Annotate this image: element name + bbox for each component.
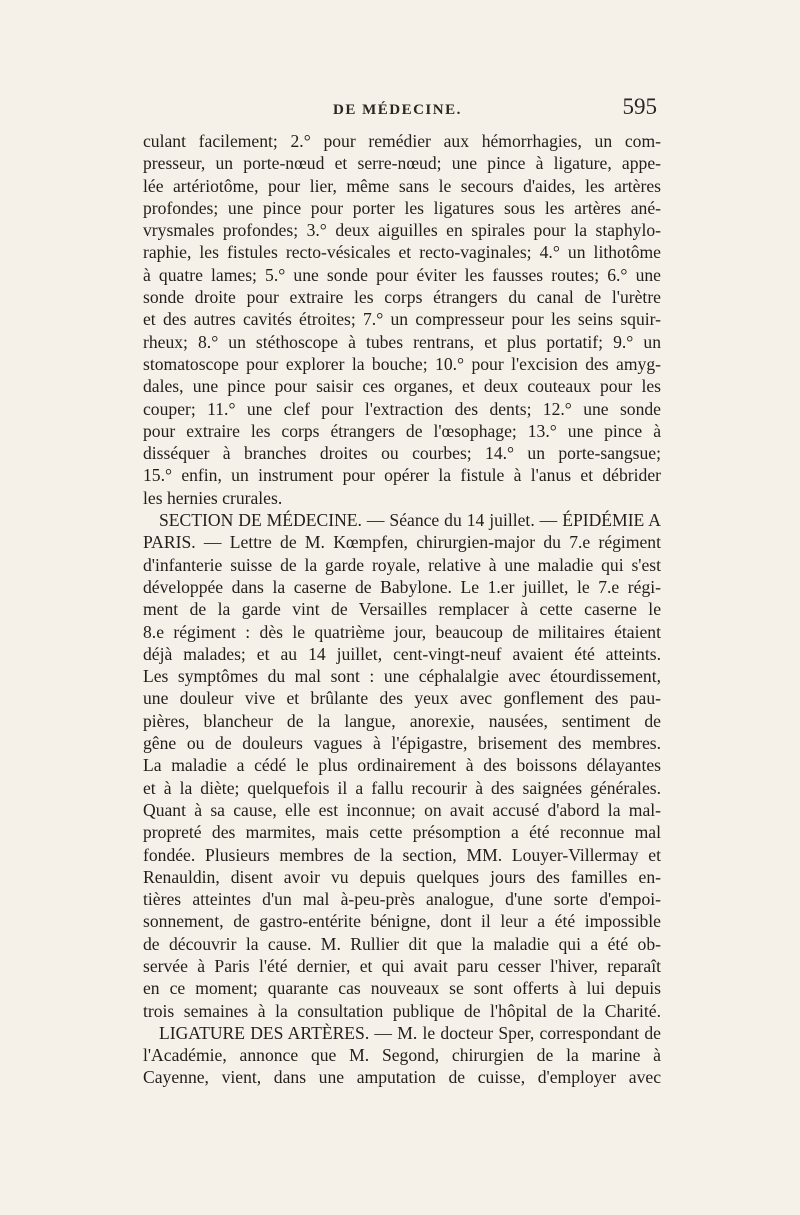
text-line: Quant à sa cause, elle est inconnue; on avait accusé d'abord la mal- <box>143 799 661 820</box>
text-line: une douleur vive et brûlante des yeux avec gonflement des pau- <box>143 688 661 709</box>
text-line: Renauldin, disent avoir vu depuis quelques jours des familles en- <box>143 866 661 887</box>
text-line: PARIS. — Lettre de M. Kœmpfen, chirurgien-major du 7.e régiment <box>143 532 661 553</box>
text-line: trois semaines à la consultation publique de l'hôpital de la Charité. <box>143 1000 661 1021</box>
text-line: stomatoscope pour explorer la bouche; 10.° pour l'excision des amyg- <box>143 353 661 374</box>
text-line: Cayenne, vient, dans une amputation de cuisse, d'employer avec <box>143 1067 661 1088</box>
page-header <box>143 94 659 128</box>
text-line: en ce moment; quarante cas nouveaux se sont offerts à lui depuis <box>143 978 661 999</box>
text-line: raphie, les fistules recto-vésicales et recto-vaginales; 4.° un lithotôme <box>143 242 661 263</box>
section-heading-line: LIGATURE DES ARTÈRES. — M. le docteur Sper, correspondant de <box>159 1022 661 1043</box>
text-line: rheux; 8.° un stéthoscope à tubes rentrans, et plus portatif; 9.° un <box>143 331 661 352</box>
text-line: lée artériotôme, pour lier, même sans le secours d'aides, les artères <box>143 175 661 196</box>
text-line: servée à Paris l'été dernier, et qui avait paru cesser l'hiver, reparaît <box>143 955 661 976</box>
text-line: à quatre lames; 5.° une sonde pour éviter les fausses routes; 6.° une <box>143 264 661 285</box>
text-line: dales, une pince pour saisir ces organes, et deux couteaux pour les <box>143 376 661 397</box>
text-line: gêne ou de douleurs vagues à l'épigastre, brisement des membres. <box>143 733 661 754</box>
text-line: profondes; une pince pour porter les ligatures sous les artères ané- <box>143 197 661 218</box>
text-line: déjà malades; et au 14 juillet, cent-vingt-neuf avaient été atteints. <box>143 643 661 664</box>
text-line: presseur, un porte-nœud et serre-nœud; une pince à ligature, appe- <box>143 153 661 174</box>
text-line: sonde droite pour extraire les corps étrangers du canal de l'urètre <box>143 287 661 308</box>
text-line: pour extraire les corps étrangers de l'œsophage; 13.° une pince à <box>143 420 661 441</box>
text-line: développée dans la caserne de Babylone. Le 1.er juillet, le 7.e régi- <box>143 576 661 597</box>
text-line: 8.e régiment : dès le quatrième jour, beaucoup de militaires étaient <box>143 621 661 642</box>
text-line: disséquer à branches droites ou courbes; 14.° un porte-sangsue; <box>143 443 661 464</box>
text-line: et des autres cavités étroites; 7.° un compresseur pour les seins squir- <box>143 309 661 330</box>
text-line: ment de la garde vint de Versailles remplacer à cette caserne le <box>143 599 661 620</box>
running-head: DE MÉDECINE. <box>333 102 462 118</box>
text-line: d'infanterie suisse de la garde royale, relative à une maladie qui s'est <box>143 554 661 575</box>
text-line: culant facilement; 2.° pour remédier aux hémorrhagies, un com- <box>143 131 661 151</box>
text-line: propreté des marmites, mais cette présomption a été reconnue mal <box>143 822 661 843</box>
section-heading-line: SECTION DE MÉDECINE. — Séance du 14 juillet. — ÉPIDÉMIE A <box>159 510 661 531</box>
text-line: 15.° enfin, un instrument pour opérer la fistule à l'anus et débrider <box>143 465 661 486</box>
text-line: l'Académie, annonce que M. Segond, chirurgien de la marine à <box>143 1045 661 1066</box>
text-line: tières atteintes d'un mal à-peu-près analogue, d'une sorte d'empoi- <box>143 889 661 910</box>
text-line: et à la diète; quelquefois il a fallu recourir à des saignées générales. <box>143 777 661 798</box>
text-line: La maladie a cédé le plus ordinairement à des boissons délayantes <box>143 755 661 776</box>
text-line: couper; 11.° une clef pour l'extraction des dents; 12.° une sonde <box>143 398 661 419</box>
text-line: fondée. Plusieurs membres de la section, MM. Louyer-Villermay et <box>143 844 661 865</box>
text-line: sonnement, de gastro-entérite bénigne, dont il leur a été impossible <box>143 911 661 932</box>
text-line: Les symptômes du mal sont : une céphalalgie avec étourdissement, <box>143 666 661 687</box>
text-line: pières, blancheur de la langue, anorexie, nausées, sentiment de <box>143 710 661 731</box>
text-line: les hernies crurales. <box>143 487 283 508</box>
page-number: 595 <box>622 94 657 119</box>
text-line: vrysmales profondes; 3.° deux aiguilles en spirales pour la staphylo- <box>143 220 661 241</box>
text-line: de découvrir la cause. M. Rullier dit que la maladie qui a été ob- <box>143 933 661 954</box>
body-text <box>143 130 661 1089</box>
